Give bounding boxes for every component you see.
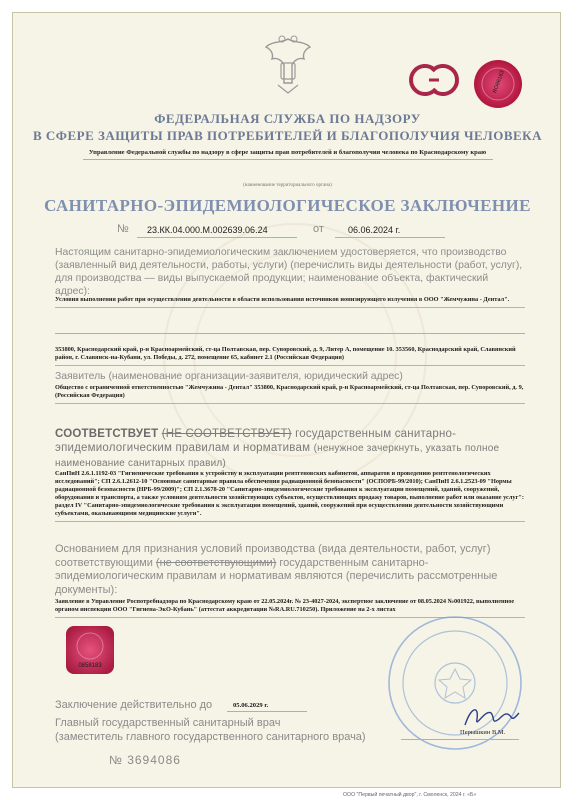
compliance-rest: государственным санитарно-эпидемиологическим правилам и нормативам (55, 428, 457, 454)
coat-of-arms-emblem (258, 33, 318, 97)
certificate-sheet (12, 12, 561, 798)
hologram-bottom-number: 0858183 (78, 663, 102, 669)
basis-struck: (не соответствующими) (155, 556, 277, 569)
activity-description: Условия выполнения работ при осуществлении деятельности в области использования источников ионизирующего излучения в ООО "Жемчужина - Дентал". (55, 296, 525, 308)
applicant-value: Общество с ограниченной ответственностью "Жемчужина - Дентал" 353800, Краснодарский край, р-н Красноармейский, ст-ца Полтавская, пер. Суворовский, д. 9, (Российская Федерация) (55, 384, 525, 404)
certificate-date: 06.06.2024 г. (348, 225, 401, 235)
sanitary-rules: СанПиН 2.6.1.1192-03 "Гигиенические требования к устройству и эксплуатации рентгеновских кабинетов, аппаратов и проведению рентгенологических исследований"; СП 2.6.1.2612-10 "Основные санитарные правила обеспечения радиационной безопасности" (ОСПОРБ-99/2010); СанПиН 2.6.1.2523-09 "Нормы радиационной безопасности (НРБ-99/2009)"; СП 2.1.3678-20 "Санитарно-эпидемиологические требования к эксплуатации помещений, зданий, сооружений, оборудования и транспорта, а также условиям деятельности хозяйствующих субъектов, осуществляющих продажу товаров, выполнение работ или оказание услуг": раздел IV "Санитарно-эпидемиологические требования к эксплуатации помещений, зданий, сооружений при осуществлении деятельности хозяйствующими субъектами, оказывающими медицинские услуги". (55, 470, 525, 522)
compliance-struck: (НЕ СООТВЕТСТВУЕТ) (161, 428, 292, 440)
department-caption: (наименование территориального органа) (243, 183, 332, 188)
agency-title-line1: ФЕДЕРАЛЬНАЯ СЛУЖБА ПО НАДЗОРУ (154, 111, 421, 126)
signer-underline (401, 739, 519, 740)
validity-underline (227, 711, 307, 712)
agency-title-line2: В СФЕРЕ ЗАЩИТЫ ПРАВ ПОТРЕБИТЕЛЕЙ И БЛАГОПОЛУЧИЯ ЧЕЛОВЕКА (33, 128, 542, 143)
intro-paragraph: Настоящим санитарно-эпидемиологическим заключением удостоверяется, что производство (заявленный вид деятельности, работы, услуги) (перечислить виды деятельности (работ, услуг), для производства — виды выпускаемой продукции; наименование объекта, фактический адрес): (55, 247, 523, 297)
date-underline (335, 237, 445, 238)
basis-text-b: государственным санитарно-эпидемиологическим правилам и нормативам являются (перечислить рассмотренные документы): (55, 556, 498, 596)
department-underline (83, 159, 493, 160)
certificate-number: 23.КК.04.000.М.002639.06.24 (147, 225, 268, 235)
applicant-label: Заявитель (наименование организации-заявителя, юридический адрес) (55, 371, 403, 382)
signer-title-deputy: (заместитель главного государственного санитарного врача) (55, 731, 366, 743)
printer-footer: ООО "Первый печатный двор", г. Смоленск, 2024 г. «Б» (343, 792, 477, 798)
date-from-label: от (313, 223, 324, 235)
signer-name: Перышкин В.М. (460, 729, 506, 736)
blank-line (55, 333, 525, 334)
form-serial-number: № 3694086 (109, 753, 181, 767)
hologram-sticker-top (473, 59, 523, 109)
object-address: 353800, Краснодарский край, р-н Красноармейский, ст-ца Полтавская, пер. Суворовский, д. 9, Литер А, помещение 10. 353560, Краснодарский край, Славянский район, г. Славянск-на-Кубани, ул. Победы, д. 272, помещение 65, кабинет 2.1 (Российская Федерация) (55, 346, 525, 366)
compliance-word: СООТВЕТСТВУЕТ (55, 428, 159, 440)
basis-statement (55, 543, 525, 597)
sanitary-epidemiological-logo (405, 60, 463, 100)
validity-date: 05.06.2029 г. (233, 702, 269, 709)
basis-documents: Заявление в Управление Роспотребнадзора по Краснодарскому краю от 22.05.2024г. № 23-4027-2024, экспертное заключение от 08.05.2024 №001922, выполненное органом инспекции ООО "Гигиена-ЭкО-Кубань" (аттестат аккредитации №RA.RU.710250). Приложение на 2-х листах (55, 598, 525, 618)
document-title: САНИТАРНО-ЭПИДЕМИОЛОГИЧЕСКОЕ ЗАКЛЮЧЕНИЕ (44, 196, 531, 215)
basis-text-a: Основанием для признания условий производства (вида деятельности, работ, услуг) соответствующими (55, 543, 491, 569)
hologram-sticker-bottom (65, 625, 115, 675)
certificate-number-row (103, 222, 483, 238)
compliance-hint: (ненужное зачеркнуть, указать полное наименование санитарных правил) (55, 443, 500, 469)
validity-label: Заключение действительно до (55, 699, 213, 711)
compliance-statement (55, 427, 527, 471)
signer-title: Главный государственный санитарный врач (55, 717, 281, 729)
territorial-department: Управление Федеральной службы по надзору в сфере защиты прав потребителей и благополучия человека по Краснодарскому краю (88, 149, 487, 156)
number-underline (137, 237, 297, 238)
hologram-top-number: RO86163 (492, 69, 506, 95)
number-sign: № (117, 223, 129, 235)
